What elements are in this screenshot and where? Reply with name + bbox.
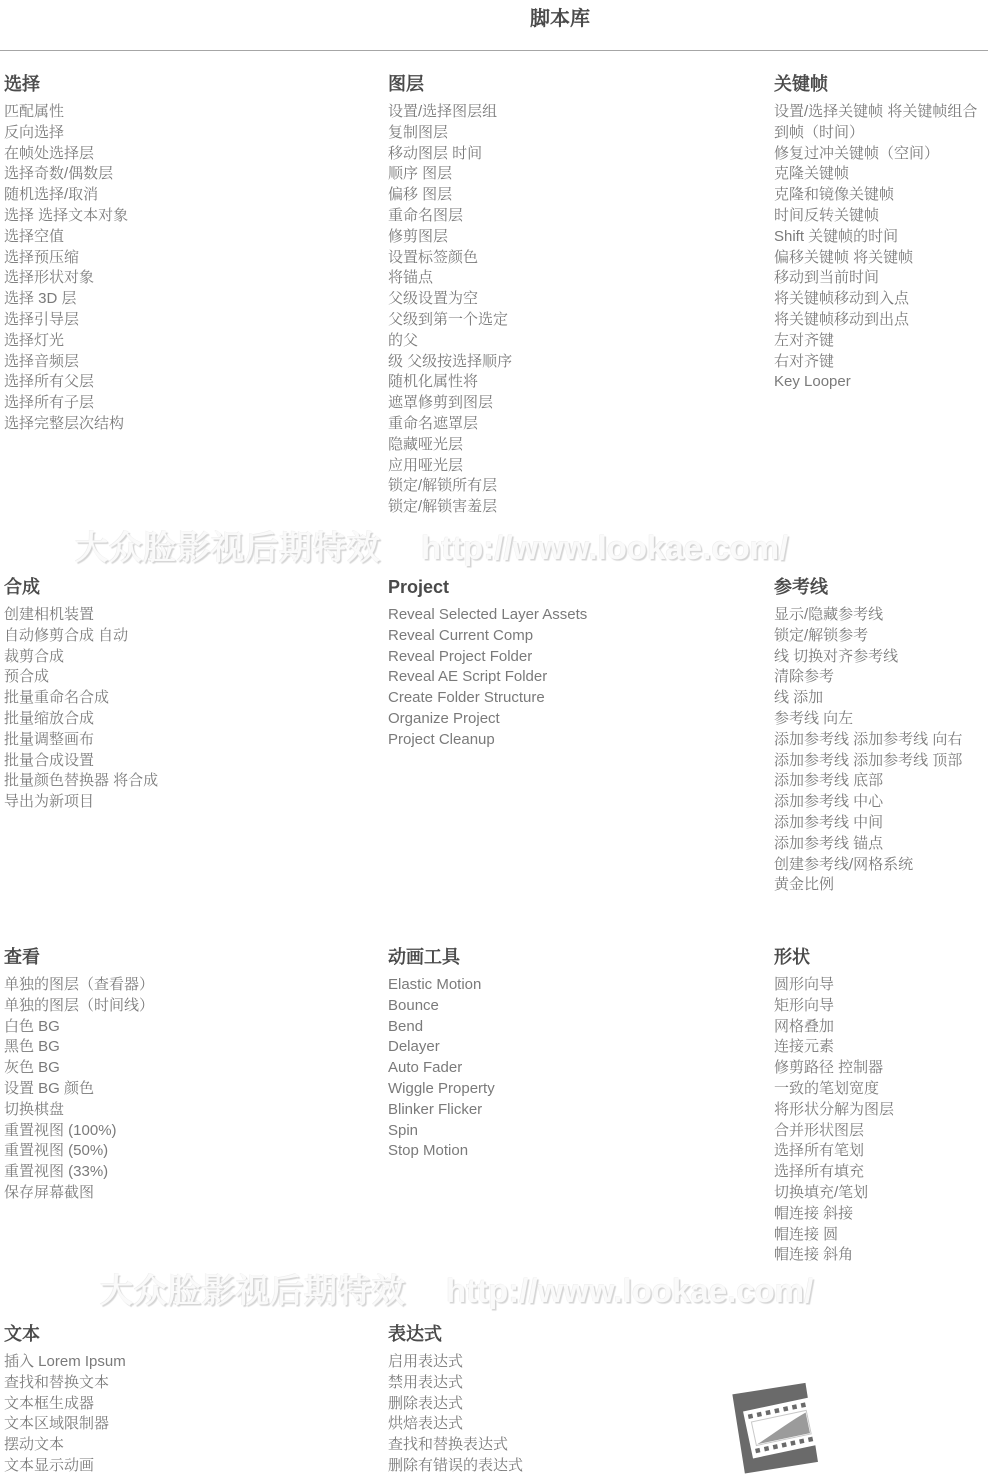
list-item: 选择 选择文本对象 [4, 206, 129, 224]
list-item: 选择预压缩 [4, 248, 80, 266]
list-item: 选择所有父层 [4, 373, 95, 391]
list-item: 烘焙表达式 [388, 1415, 464, 1433]
list-item: 修剪图层 [388, 227, 449, 245]
section-items [388, 605, 587, 751]
list-item: 删除表达式 [388, 1394, 464, 1412]
watermark-text: 大众脸影视后期特效 [100, 1272, 406, 1309]
list-item: 保存屏幕截图 [4, 1183, 95, 1201]
list-item: Organize Project [388, 709, 500, 727]
list-item: 批量重命名合成 [4, 689, 110, 707]
list-item: 黑色 BG [4, 1038, 60, 1056]
list-item: 查找和替换表达式 [388, 1436, 509, 1454]
list-item: 移动图层 时间 [388, 144, 483, 162]
list-item: 修复过冲关键帧（空间） [774, 144, 940, 162]
list-item: 清除参考 [774, 668, 835, 686]
horizontal-rule [0, 50, 988, 51]
list-item: Reveal Project Folder [388, 647, 533, 665]
section-anim-tools [388, 945, 495, 1162]
watermark [75, 528, 788, 568]
list-item: Bend [388, 1017, 424, 1035]
list-item: 黄金比例 [774, 876, 835, 894]
section-title: 文本 [4, 1324, 40, 1344]
list-item: Spin [388, 1121, 419, 1139]
list-item: 矩形向导 [774, 996, 835, 1014]
section-title: 形状 [774, 947, 810, 967]
list-item: 隐藏哑光层 [388, 435, 464, 453]
list-item: 删除有错误的表达式 [388, 1456, 524, 1474]
list-item: 启用表达式 [388, 1353, 464, 1370]
section-items [388, 1352, 523, 1477]
section-items [4, 102, 128, 435]
list-item: 重命名图层 [388, 206, 464, 224]
list-item: Reveal Selected Layer Assets [388, 606, 588, 623]
filmstrip-icon [730, 1378, 822, 1476]
list-item: 查找和替换文本 [4, 1373, 110, 1391]
section-items [4, 605, 158, 813]
list-item: 网格叠加 [774, 1017, 835, 1035]
list-item: 将锚点 [388, 269, 434, 287]
list-item: 克隆关键帧 [774, 165, 850, 183]
list-item: 锁定/解锁害羞层 [388, 498, 498, 516]
list-item: 锁定/解锁所有层 [388, 477, 498, 495]
list-item: 设置标签颜色 [388, 248, 479, 266]
section-guides [774, 575, 962, 896]
section-title: 表达式 [388, 1324, 442, 1344]
section-project [388, 575, 587, 751]
list-item: Auto Fader [388, 1059, 463, 1077]
list-item: 修剪路径 控制器 [774, 1059, 884, 1077]
list-item: 参考线 向左 [774, 709, 854, 727]
section-keyframes [774, 72, 977, 393]
list-item: Reveal AE Script Folder [388, 668, 548, 686]
list-item: 自动修剪合成 自动 [4, 626, 129, 644]
watermark [100, 1271, 813, 1311]
list-item: Elastic Motion [388, 976, 482, 993]
section-title: Project [388, 577, 450, 597]
list-item: 设置 BG 颜色 [4, 1079, 95, 1097]
section-title: 选择 [4, 74, 40, 94]
list-item: 克隆和镜像关键帧 [774, 186, 895, 204]
list-item: 应用哑光层 [388, 456, 464, 474]
list-item: 圆形向导 [774, 976, 835, 993]
list-item: 批量调整画布 [4, 730, 95, 748]
list-item: 的父 [388, 331, 419, 349]
watermark-text: 大众脸影视后期特效 [75, 529, 381, 566]
list-item: 单独的图层（查看器） [4, 976, 155, 993]
list-item: 添加参考线 锚点 [774, 834, 884, 852]
list-item: 合并形状图层 [774, 1121, 865, 1139]
list-item: 创建相机装置 [4, 606, 95, 623]
list-item: 选择形状对象 [4, 269, 95, 287]
section-items [4, 975, 154, 1204]
list-item: 创建参考线/网格系统 [774, 855, 914, 873]
list-item: 设置/选择关键帧 将关键帧组合 [774, 103, 978, 120]
list-item: 将形状分解为图层 [774, 1100, 895, 1118]
section-comp [4, 575, 158, 813]
list-item: 帽连接 斜接 [774, 1204, 854, 1222]
list-item: 摆动文本 [4, 1436, 65, 1454]
list-item: 线 添加 [774, 689, 824, 707]
section-items [388, 102, 512, 518]
section-items [774, 605, 962, 896]
section-title: 查看 [4, 947, 40, 967]
list-item: 重置视图 (50%) [4, 1142, 109, 1160]
list-item: 切换填充/笔划 [774, 1183, 869, 1201]
list-item: 遮罩修剪到图层 [388, 394, 494, 412]
list-item: 选择所有填充 [774, 1163, 865, 1181]
page-title: 脚本库 [530, 8, 590, 30]
list-item: 复制图层 [388, 123, 449, 141]
list-item: 添加参考线 底部 [774, 772, 884, 790]
section-title: 合成 [4, 577, 40, 597]
section-layers [388, 72, 512, 518]
list-item: Key Looper [774, 373, 851, 391]
list-item: 批量合成设置 [4, 751, 95, 769]
section-title: 关键帧 [774, 74, 828, 94]
list-item: 顺序 图层 [388, 165, 453, 183]
list-item: 帽连接 斜角 [774, 1246, 854, 1264]
list-item: 移动到当前时间 [774, 269, 880, 287]
list-item: 随机化属性将 [388, 373, 479, 391]
list-item: Project Cleanup [388, 730, 495, 748]
list-item: 线 切换对齐参考线 [774, 647, 899, 665]
list-item: 选择所有笔划 [774, 1142, 865, 1160]
section-title: 图层 [388, 74, 424, 94]
list-item: 显示/隐藏参考线 [774, 606, 884, 623]
list-item: 选择空值 [4, 227, 65, 245]
list-item: 偏移关键帧 将关键帧 [774, 248, 914, 266]
list-item: 将关键帧移动到入点 [774, 290, 910, 308]
section-view [4, 945, 154, 1204]
list-item: 插入 Lorem Ipsum [4, 1353, 126, 1370]
list-item: 禁用表达式 [388, 1373, 464, 1391]
list-item: 时间反转关键帧 [774, 206, 880, 224]
list-item: Wiggle Property [388, 1079, 495, 1097]
list-item: 匹配属性 [4, 103, 65, 120]
list-item: 文本框生成器 [4, 1394, 95, 1412]
list-item: 选择音频层 [4, 352, 80, 370]
list-item: 随机选择/取消 [4, 186, 99, 204]
list-item: 批量颜色替换器 将合成 [4, 772, 159, 790]
list-item: Reveal Current Comp [388, 626, 534, 644]
list-item: 选择引导层 [4, 310, 80, 328]
list-item: 右对齐键 [774, 352, 835, 370]
list-item: 选择所有子层 [4, 394, 95, 412]
list-item: 预合成 [4, 668, 50, 686]
list-item: 连接元素 [774, 1038, 835, 1056]
list-item: 重置视图 (33%) [4, 1163, 109, 1181]
list-item: 一致的笔划宽度 [774, 1079, 880, 1097]
section-text [4, 1322, 126, 1477]
list-item: 切换棋盘 [4, 1100, 65, 1118]
list-item: 文本区域限制器 [4, 1415, 110, 1433]
watermark-url: http://www.lookae.com/ [446, 1272, 814, 1309]
list-item: 添加参考线 添加参考线 向右 [774, 730, 963, 748]
section-items [388, 975, 495, 1162]
list-item: 选择 3D 层 [4, 290, 77, 308]
section-title: 参考线 [774, 577, 828, 597]
list-item: 在帧处选择层 [4, 144, 95, 162]
list-item: Blinker Flicker [388, 1100, 483, 1118]
list-item: 白色 BG [4, 1017, 60, 1035]
list-item: Create Folder Structure [388, 689, 545, 707]
list-item: 选择奇数/偶数层 [4, 165, 114, 183]
list-item: 父级到第一个选定 [388, 310, 509, 328]
list-item: 将关键帧移动到出点 [774, 310, 910, 328]
list-item: 父级设置为空 [388, 290, 479, 308]
list-item: 反向选择 [4, 123, 65, 141]
list-item: 批量缩放合成 [4, 709, 95, 727]
list-item: Delayer [388, 1038, 440, 1056]
section-selection [4, 72, 128, 435]
watermark-url: http://www.lookae.com/ [421, 529, 789, 566]
list-item: 左对齐键 [774, 331, 835, 349]
list-item: 级 父级按选择顺序 [388, 352, 513, 370]
list-item: Bounce [388, 996, 439, 1014]
list-item: 添加参考线 中间 [774, 813, 884, 831]
list-item: 帽连接 圆 [774, 1225, 839, 1243]
list-item: 灰色 BG [4, 1059, 60, 1077]
list-item: Shift 关键帧的时间 [774, 227, 899, 245]
list-item: 锁定/解锁参考 [774, 626, 869, 644]
list-item: 单独的图层（时间线） [4, 996, 155, 1014]
list-item: 裁剪合成 [4, 647, 65, 665]
list-item: 添加参考线 添加参考线 顶部 [774, 751, 963, 769]
list-item: 导出为新项目 [4, 793, 95, 811]
section-items [774, 975, 894, 1266]
list-item: 添加参考线 中心 [774, 793, 884, 811]
list-item: 选择完整层次结构 [4, 414, 125, 432]
list-item: 选择灯光 [4, 331, 65, 349]
section-title: 动画工具 [388, 947, 460, 967]
list-item: 偏移 图层 [388, 186, 453, 204]
section-items [774, 102, 977, 393]
section-expressions [388, 1322, 523, 1477]
section-shapes [774, 945, 894, 1266]
list-item: 重置视图 (100%) [4, 1121, 117, 1139]
list-item: Stop Motion [388, 1142, 469, 1160]
list-item: 文本显示动画 [4, 1456, 95, 1474]
list-item: 到帧（时间） [774, 123, 865, 141]
section-items [4, 1352, 126, 1477]
list-item: 设置/选择图层组 [388, 103, 498, 120]
list-item: 重命名遮罩层 [388, 414, 479, 432]
